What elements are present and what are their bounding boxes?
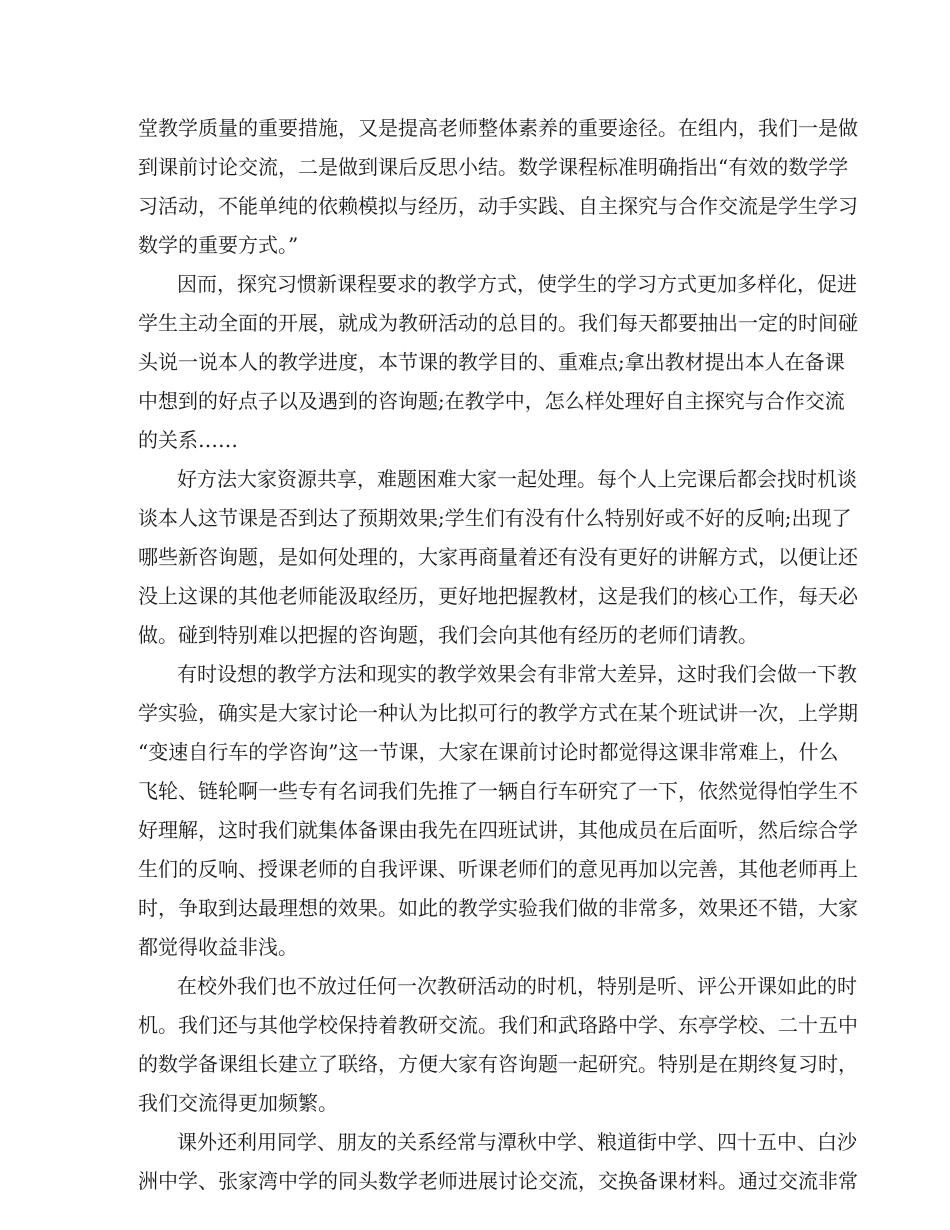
text-line: 的关系…… (138, 428, 238, 452)
text-line: 数学的重要方式。” (138, 233, 299, 257)
text-line: 学生主动全面的开展，就成为教研活动的总目的。我们每天都要抽出一定的时间碰 (138, 311, 858, 335)
text-line: 习活动，不能单纯的依赖模拟与经历，动手实践、自主探究与合作交流是学生学习 (138, 194, 858, 218)
text-line: 头说一说本人的教学进度，本节课的教学目的、重难点;拿出教材提出本人在备课 (138, 350, 845, 374)
text-line: 时，争取到达最理想的效果。如此的教学实验我们做的非常多，效果还不错，大家 (138, 896, 858, 920)
text-line: 在校外我们也不放过任何一次教研活动的时机，特别是听、评公开课如此的时 (177, 974, 857, 998)
text-line: 好理解，这时我们就集体备课由我先在四班试讲，其他成员在后面听，然后综合学 (138, 818, 858, 842)
text-line: 生们的反响、授课老师的自我评课、听课老师们的意见再加以完善，其他老师再上 (138, 857, 858, 881)
text-line: 我们交流得更加频繁。 (138, 1091, 338, 1115)
text-line: 学实验，确实是大家讨论一种认为比拟可行的教学方式在某个班试讲一次，上学期 (138, 701, 858, 725)
text-line: 因而，探究习惯新课程要求的教学方式，使学生的学习方式更加多样化，促进 (177, 272, 857, 296)
text-line: 课外还利用同学、朋友的关系经常与潭秋中学、粮道街中学、四十五中、白沙 (177, 1130, 857, 1154)
text-line: 都觉得收益非浅。 (138, 935, 298, 959)
text-line: “变速自行车的学咨询”这一节课，大家在课前讨论时都觉得这课非常难上，什么 (138, 740, 839, 764)
text-line: 有时设想的教学方法和现实的教学效果会有非常大差异，这时我们会做一下教 (177, 662, 857, 686)
text-line: 飞轮、链轮啊一些专有名词我们先推了一辆自行车研究了一下，依然觉得怕学生不 (138, 779, 858, 803)
text-line: 到课前讨论交流，二是做到课后反思小结。数学课程标准明确指出“有效的数学学 (138, 155, 849, 179)
text-line: 哪些新咨询题，是如何处理的，大家再商量着还有没有更好的讲解方式，以便让还 (138, 545, 858, 569)
text-line: 没上这课的其他老师能汲取经历，更好地把握教材，这是我们的核心工作，每天必 (138, 584, 858, 608)
text-line: 做。碰到特别难以把握的咨询题，我们会向其他有经历的老师们请教。 (138, 623, 758, 647)
text-line: 洲中学、张家湾中学的同头数学老师进展讨论交流，交换备课材料。通过交流非常 (138, 1169, 858, 1193)
text-line: 好方法大家资源共享，难题困难大家一起处理。每个人上完课后都会找时机谈 (177, 467, 857, 491)
text-line: 谈本人这节课是否到达了预期效果;学生们有没有什么特别好或不好的反响;出现了 (138, 506, 852, 530)
text-line: 堂教学质量的重要措施，又是提高老师整体素养的重要途径。在组内，我们一是做 (138, 116, 858, 140)
text-line: 中想到的好点子以及遇到的咨询题;在教学中，怎么样处理好自主探究与合作交流 (138, 389, 845, 413)
text-line: 机。我们还与其他学校保持着教研交流。我们和武珞路中学、东亭学校、二十五中 (138, 1013, 858, 1037)
text-line: 的数学备课组长建立了联络，方便大家有咨询题一起研究。特别是在期终复习时， (138, 1052, 858, 1076)
